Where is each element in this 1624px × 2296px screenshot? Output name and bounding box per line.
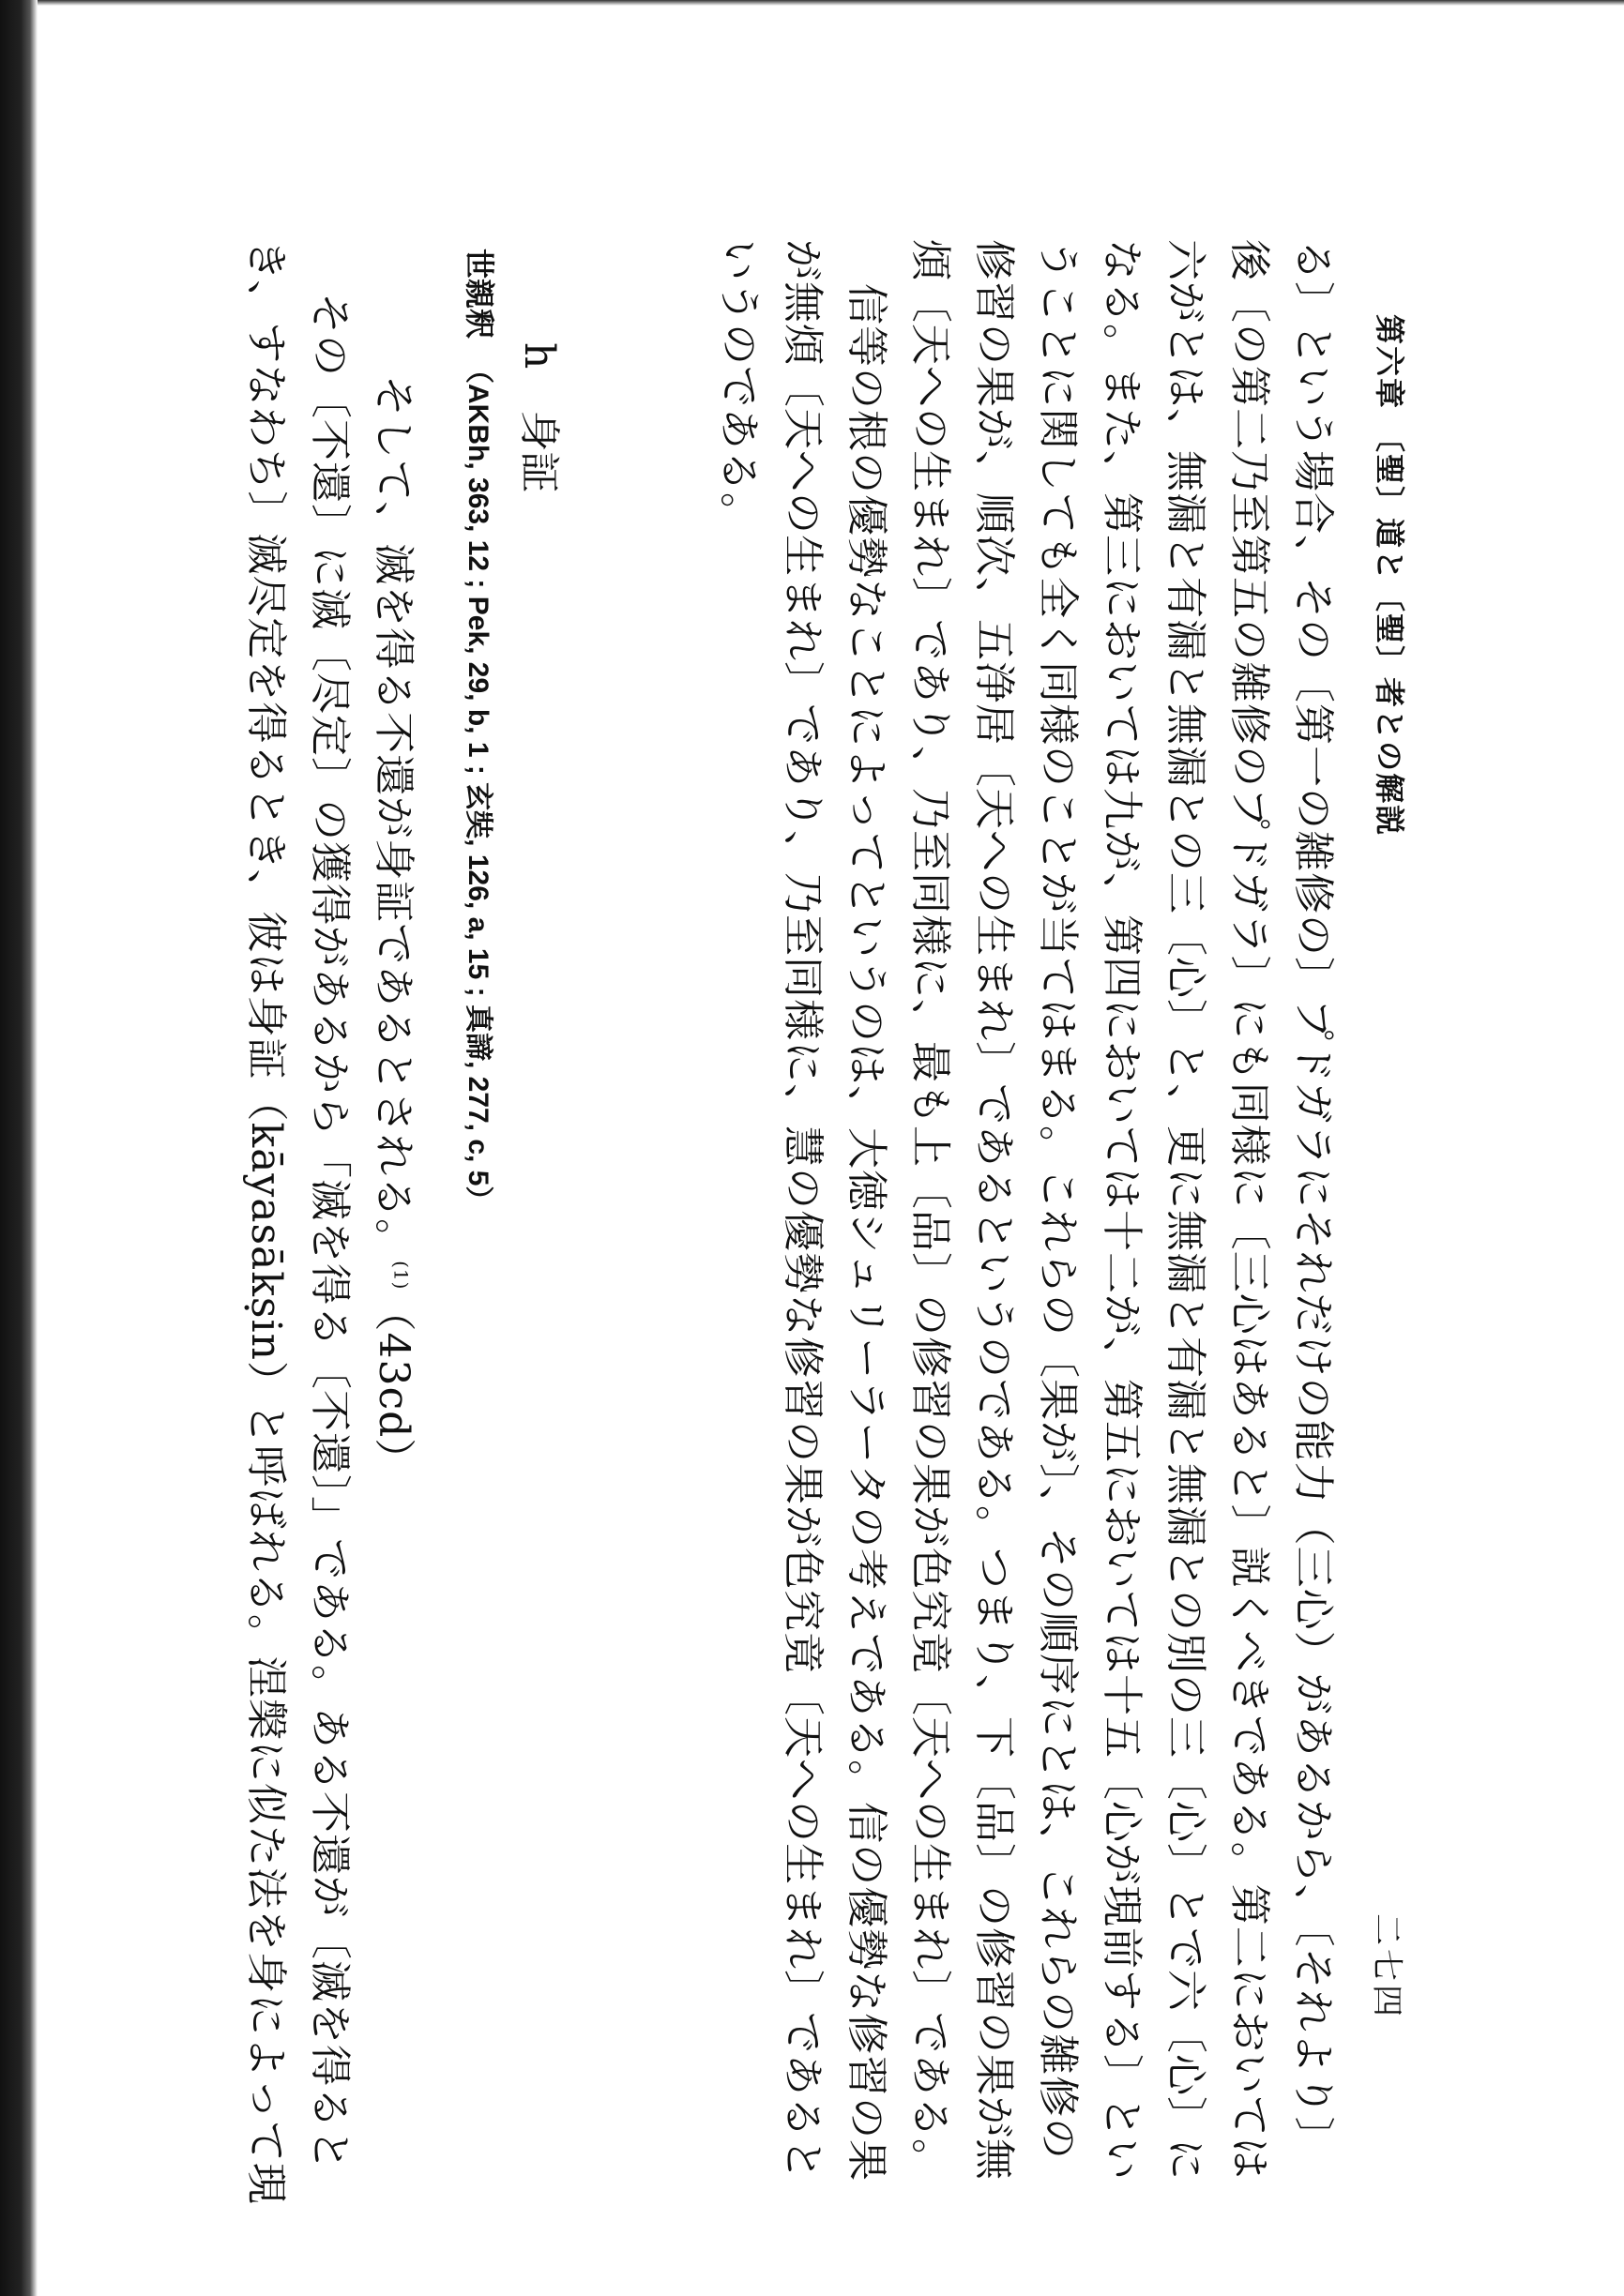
paragraph-line: 六がとは、無漏と有漏と無漏との三〔心〕と、更に無漏と有漏と無漏との別の三〔心〕とで六〔心〕に xyxy=(1161,239,1209,2181)
verse-reference: （43cd） xyxy=(370,1290,417,1481)
running-head: 第六章 〔聖〕道と〔聖〕者との解説 xyxy=(1372,314,1407,838)
verse-text: そして、滅を得る不還が身証であるとされる。 xyxy=(370,375,417,1261)
note-marker: (1) xyxy=(389,1261,413,1291)
body-line: その〔不還〕に滅〔尽定〕の獲得があるから「滅を得る〔不還〕」である。ある不還が〔滅を得ると xyxy=(306,293,354,2171)
page-number: 二七四 xyxy=(1368,1913,1405,2020)
citation-label: 世親釈 xyxy=(462,249,497,340)
verse-line xyxy=(370,375,417,1481)
paragraph-line: 信等の根の優勢なことによってというのは、大徳シュリーラータの考えである。信の優勢な修習の果 xyxy=(842,283,890,2183)
paragraph-line: 煩〔天への生まれ〕であり、乃至同様に、最も上〔品〕の修習の果が色究竟〔天への生まれ〕である。 xyxy=(906,239,954,2181)
paragraph-line: る〕という場合、その〔第一の雑修の〕プドガラにそれだけの能力（三心）があるから、〔それより〕 xyxy=(1289,239,1337,2159)
paragraph-line: いうのである。 xyxy=(715,239,763,535)
citation-text: （AKBh, 363, 12 ; Pek, 29, b, 1 ; 玄奘, 126, a, 15 ; 真諦, 277, c, 5） xyxy=(463,355,493,1215)
paragraph-line: うことに関しても全く同様のことが当てはまる。これらの〔果が〕、その順序にとは、これらの雑修の xyxy=(1034,239,1082,2160)
citation-line xyxy=(460,249,503,1214)
section-heading: h 身証 xyxy=(515,342,563,493)
paragraph-line: 修習の果が、順次、五浄居〔天への生まれ〕であるというのである。つまり、下〔品〕の修習の果が無 xyxy=(970,239,1018,2181)
paragraph-line: が無煩〔天への生まれ〕であり、乃至同様に、慧の優勢な修習の果が色究竟〔天への生まれ〕であると xyxy=(779,239,827,2181)
body-line: き、すなわち〕滅尽定を得るとき、彼は身証（kāyasākṣin）と呼ばれる。涅槃に似た法を身によって現 xyxy=(242,239,290,2205)
paragraph-line: 後〔の第二乃至第五の雑修のプドガラ〕にも同様に〔三心はあると〕説くべきである。第二においては xyxy=(1225,239,1273,2180)
paragraph-line: なる。また、第三においては九が、第四においては十二が、第五においては十五〔心が現前する〕とい xyxy=(1098,239,1146,2181)
